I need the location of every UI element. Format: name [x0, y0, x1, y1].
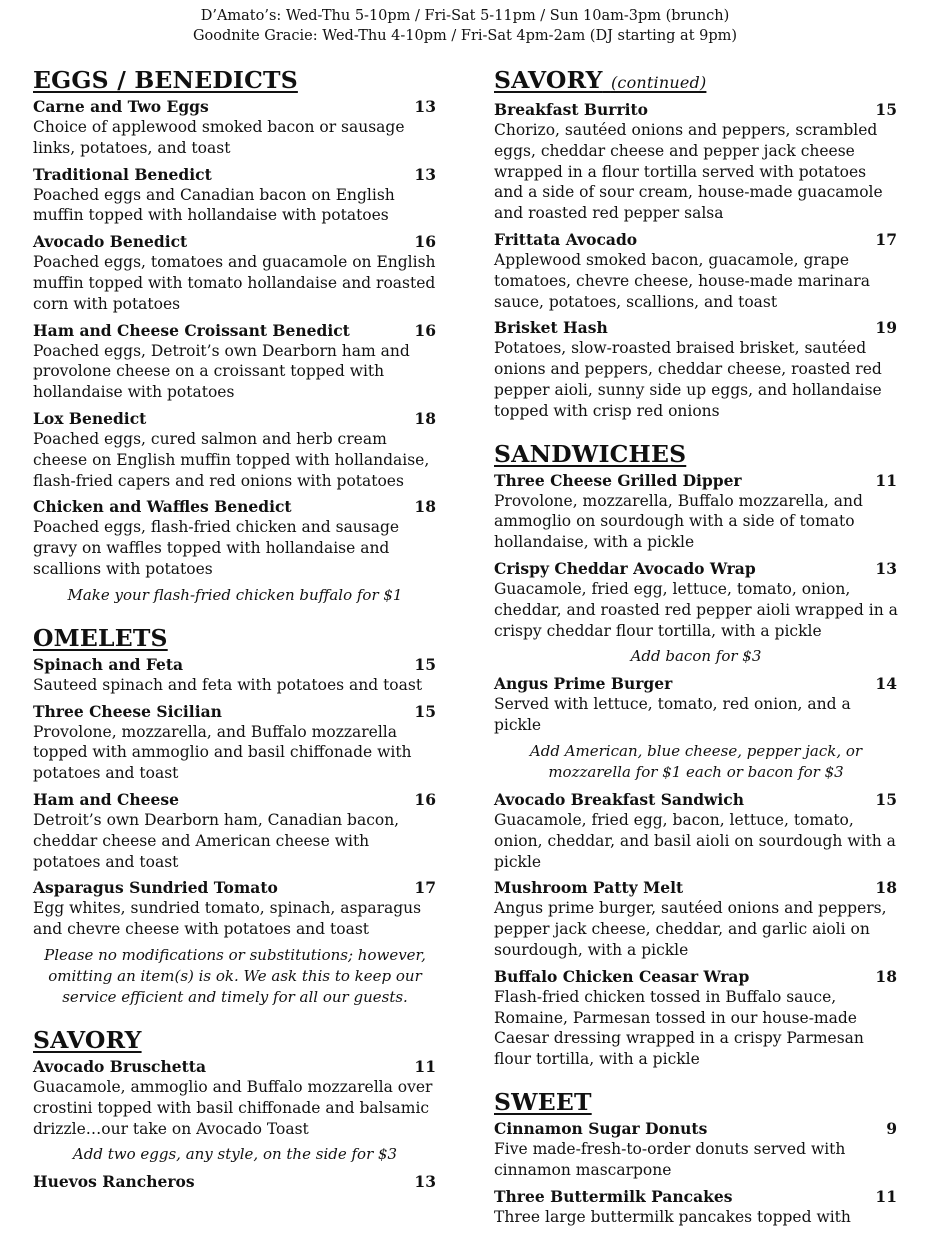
section-title: EGGS / BENEDICTS [33, 66, 298, 94]
menu-item-name: Three Cheese Sicilian [33, 701, 222, 721]
section-title: SWEET [494, 1087, 592, 1116]
menu-item-description: Guacamole, fried egg, lettuce, tomato, onion, cheddar, and roasted red pepper aioli wrapped in a crispy cheddar flour tortilla, with a pickle [494, 579, 898, 640]
menu-item [494, 229, 898, 312]
menu-item [33, 1171, 437, 1192]
menu-item-header [33, 1056, 437, 1077]
menu-item [494, 877, 898, 960]
menu-item-header [33, 654, 437, 675]
menu-item-price: 18 [414, 497, 436, 517]
menu-item-price: 15 [875, 789, 897, 809]
menu-item-name: Traditional Benedict [33, 164, 212, 184]
menu-item-header [494, 317, 898, 338]
menu-item-description: Egg whites, sundried tomato, spinach, asparagus and chevre cheese with potatoes and toast [33, 899, 422, 939]
menu-item-name: Spinach and Feta [33, 654, 184, 674]
menu-item-price: 13 [414, 164, 436, 184]
section-sandwiches [494, 440, 898, 1070]
menu-item-price: 13 [414, 97, 436, 116]
hours-line-goodnite-gracie: Goodnite Gracie: Wed-Thu 4-10pm / Fri-Sat 4pm-2am (DJ starting at 9pm) [192, 28, 738, 44]
section-title: SAVORY [33, 1025, 142, 1054]
menu-item-name: Cinnamon Sugar Donuts [494, 1118, 708, 1138]
menu-item-description: Five made-fresh-to-order donuts served with cinnamon mascarpone [494, 1139, 846, 1179]
menu-item-description: Poached eggs, Detroit’s own Dearborn ham and provolone cheese on a croissant topped with hollandaise with potatoes [33, 341, 410, 402]
section-eggs-benedicts [33, 66, 437, 606]
menu-item-price: 18 [414, 408, 436, 428]
menu-item-name: Three Buttermilk Pancakes [494, 1186, 733, 1206]
menu-note: Add two eggs, any style, on the side for $3 [72, 1145, 398, 1164]
menu-item-description: Flash-fried chicken tossed in Buffalo sauce, Romaine, Parmesan tossed in our house-made Caesar dressing wrapped in a crispy Parmesan flour tortilla, with a pickle [494, 987, 864, 1069]
menu-item [33, 320, 437, 403]
menu-item-header [494, 877, 898, 898]
section-title-text: SAVORY [494, 66, 603, 94]
menu-item-name: Three Cheese Grilled Dipper [494, 470, 742, 490]
menu-item-header [494, 673, 898, 694]
menu-item-name: Crispy Cheddar Avocado Wrap [494, 558, 756, 578]
menu-item-price: 17 [414, 878, 436, 898]
menu-item-description: Potatoes, slow-roasted braised brisket, sautéed onions and peppers, cheddar cheese, roasted red pepper aioli, sunny side up eggs, and hollandaise topped with crisp red onions [494, 339, 882, 420]
hours-line-damatos: D’Amato’s: Wed-Thu 5-10pm / Fri-Sat 5-11pm / Sun 10am-3pm (brunch) [200, 8, 730, 24]
menu-item-header [33, 789, 437, 810]
menu-item [33, 701, 437, 784]
menu-note: Make your flash-fried chicken buffalo for $1 [67, 585, 403, 604]
menu-item-description: Poached eggs, tomatoes and guacamole on English muffin topped with tomato hollandaise and roasted corn with potatoes [33, 253, 436, 313]
menu-item [33, 1056, 437, 1139]
section-subtitle: (continued) [610, 73, 707, 92]
menu-note: Please no modifications or substitutions; however, omitting an item(s) is ok. We ask this to keep our service efficient and timely for all our guests. [44, 945, 426, 1006]
menu-item-price: 13 [414, 1172, 436, 1192]
menu-item-header [33, 701, 437, 722]
menu-item-name: Chicken and Waffles Benedict [33, 497, 292, 517]
menu-item [494, 317, 898, 421]
section-savory [33, 1026, 437, 1192]
menu-item [494, 99, 898, 224]
menu-item-name: Avocado Benedict [33, 232, 188, 252]
menu-item-price: 14 [875, 674, 897, 694]
menu-item-header [33, 1171, 437, 1192]
menu-item [33, 654, 437, 696]
menu-item-description: Sauteed spinach and feta with potatoes and toast [33, 675, 423, 694]
section-title: OMELETS [33, 623, 168, 652]
menu-item [494, 470, 898, 553]
menu-item [33, 408, 437, 491]
menu-item-header [494, 966, 898, 987]
menu-item-name: Frittata Avocado [494, 229, 638, 249]
menu-item-price: 15 [414, 654, 436, 674]
menu-item [494, 966, 898, 1070]
menu-item [494, 789, 898, 872]
section-sweet [494, 1088, 898, 1227]
section-savory-continued [494, 66, 898, 422]
menu-item-price: 19 [875, 318, 897, 338]
menu-item-description: Applewood smoked bacon, guacamole, grape tomatoes, chevre cheese, house-made marinara sauce, potatoes, scallions, and toast [494, 250, 870, 311]
menu-item-description: Provolone, mozzarella, Buffalo mozzarella, and ammoglio on sourdough with a side of tomato hollandaise, with a pickle [494, 491, 863, 552]
menu-item [33, 164, 437, 227]
menu-item-description: Choice of applewood smoked bacon or sausage links, potatoes, and toast [33, 118, 405, 157]
menu-item-price: 11 [414, 1056, 436, 1076]
menu-item-header [494, 470, 898, 491]
menu-item-description: Guacamole, ammoglio and Buffalo mozzarella over crostini topped with basil chiffonade and balsamic drizzle…our take on Avocado Toast [33, 1077, 433, 1138]
menu-item [33, 877, 437, 940]
section-title: SANDWICHES [494, 439, 687, 468]
menu-item-header [494, 789, 898, 810]
menu-item-header [494, 99, 898, 120]
menu-item-description: Detroit’s own Dearborn ham, Canadian bacon, cheddar cheese and American cheese with potatoes and toast [33, 810, 400, 871]
hours-header [0, 6, 930, 46]
menu-item-description: Served with lettuce, tomato, red onion, and a pickle [494, 695, 851, 735]
menu-item-header [33, 320, 437, 341]
menu-item-name: Brisket Hash [494, 318, 608, 338]
menu-item-header [494, 1118, 898, 1139]
menu-item-name: Breakfast Burrito [494, 100, 648, 119]
menu-item-name: Mushroom Patty Melt [494, 878, 684, 898]
menu-item [494, 673, 898, 736]
section-title [494, 66, 898, 97]
menu-item [33, 96, 437, 159]
menu-item-header [494, 558, 898, 579]
menu-item-price: 18 [875, 878, 897, 898]
menu-item-description: Guacamole, fried egg, bacon, lettuce, tomato, onion, cheddar, and basil aioli on sourdough with a pickle [494, 810, 896, 871]
menu-item-header [33, 164, 437, 185]
menu-item-header [33, 877, 437, 898]
menu-item-description: Angus prime burger, sautéed onions and peppers, pepper jack cheese, cheddar, and garlic aioli on sourdough, with a pickle [494, 899, 887, 959]
menu-item-price: 11 [875, 1186, 897, 1206]
right-column [494, 66, 898, 1245]
menu-item-description: Poached eggs, flash-fried chicken and sausage gravy on waffles topped with hollandaise and scallions with potatoes [33, 518, 400, 578]
menu-item-name: Carne and Two Eggs [33, 97, 209, 116]
menu-note: Add bacon for $3 [630, 647, 762, 666]
menu-item-name: Lox Benedict [33, 408, 147, 428]
menu-item [494, 558, 898, 641]
menu-item [494, 1118, 898, 1181]
menu-item-header [494, 229, 898, 250]
menu-item-price: 16 [414, 789, 436, 809]
menu-item-description: Poached eggs and Canadian bacon on English muffin topped with hollandaise with potatoes [33, 185, 395, 225]
menu-item-name: Buffalo Chicken Ceasar Wrap [494, 966, 750, 986]
menu-item-name: Asparagus Sundried Tomato [33, 878, 278, 898]
menu-item-price: 15 [414, 701, 436, 721]
menu-item-price: 11 [875, 470, 897, 490]
menu-item-description: Chorizo, sautéed onions and peppers, scrambled eggs, cheddar cheese and pepper jack cheese wrapped in a flour tortilla served with potatoes and a side of sour cream, house-made guacamole and roasted red pepper salsa [494, 121, 883, 223]
menu-item [33, 496, 437, 579]
menu-item-name: Huevos Rancheros [33, 1172, 195, 1192]
menu-item-description: Poached eggs, cured salmon and herb cream cheese on English muffin topped with hollandaise, flash-fried capers and red onions with potatoes [33, 429, 430, 490]
menu-item [494, 1186, 898, 1228]
menu-item-header [33, 408, 437, 429]
menu-item-header [494, 1186, 898, 1207]
menu-item-name: Avocado Breakfast Sandwich [494, 789, 744, 809]
menu-item-description: Three large buttermilk pancakes topped with [494, 1207, 851, 1226]
menu-item-header [33, 496, 437, 517]
menu-item-price: 18 [875, 966, 897, 986]
menu-item-price: 16 [414, 320, 436, 340]
menu-item-price: 16 [414, 232, 436, 252]
menu-item [33, 789, 437, 872]
menu-item-price: 13 [875, 558, 897, 578]
menu-item-name: Avocado Bruschetta [33, 1056, 206, 1076]
left-column [33, 66, 437, 1210]
section-omelets [33, 624, 437, 1008]
menu-note: Add American, blue cheese, pepper jack, or mozzarella for $1 each or bacon for $3 [529, 741, 863, 781]
menu-item-name: Ham and Cheese [33, 789, 179, 809]
menu-item-header [33, 96, 437, 117]
menu-item-name: Angus Prime Burger [494, 674, 673, 694]
menu-item-description: Provolone, mozzarella, and Buffalo mozzarella topped with ammoglio and basil chiffonade with potatoes and toast [33, 722, 412, 783]
menu-item-price: 17 [875, 229, 897, 249]
menu-item [33, 231, 437, 314]
menu-item-name: Ham and Cheese Croissant Benedict [33, 320, 350, 340]
menu-item-header [33, 231, 437, 252]
menu-item-price: 9 [886, 1118, 897, 1138]
menu-item-price: 15 [875, 100, 897, 119]
